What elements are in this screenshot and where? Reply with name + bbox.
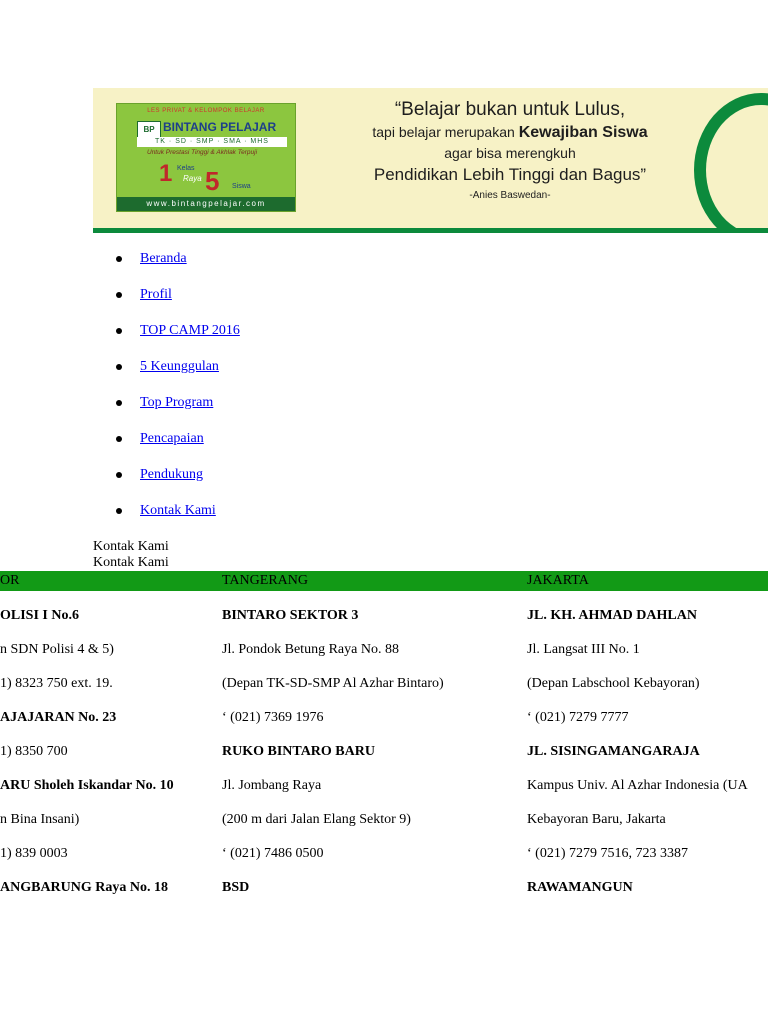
table-cell: n Bina Insani): [0, 812, 80, 827]
logo-top-text: LES PRIVAT & KELOMPOK BELAJAR: [147, 108, 265, 114]
quote-author: -Anies Baswedan-: [469, 190, 551, 201]
logo-raya: Raya: [183, 174, 202, 183]
header-cell-tangerang: TANGERANG: [222, 573, 308, 588]
table-cell: Kebayoran Baru, Jakarta: [527, 812, 666, 827]
quote-line-4: Pendidikan Lebih Tinggi dan Bagus”: [373, 165, 647, 184]
logo-url: www.bintangpelajar.com: [117, 197, 295, 211]
nav-link-kontak-kami[interactable]: Kontak Kami: [140, 503, 216, 518]
logo-five: 5: [205, 166, 220, 196]
nav-link-top-camp[interactable]: TOP CAMP 2016: [140, 323, 240, 338]
table-cell: Kampus Univ. Al Azhar Indonesia (UA: [527, 778, 748, 793]
page-title: Kontak Kami: [93, 539, 169, 554]
table-cell: RAWAMANGUN: [527, 880, 633, 895]
nav-link-pendukung[interactable]: Pendukung: [140, 467, 203, 482]
bintang-pelajar-logo: [116, 103, 296, 212]
table-cell: 1) 839 0003: [0, 846, 68, 861]
nav-link-top-program[interactable]: Top Program: [140, 395, 214, 410]
logo-one: 1: [159, 160, 173, 187]
page-subtitle: Kontak Kami: [93, 555, 169, 570]
table-cell: (200 m dari Jalan Elang Sektor 9): [222, 812, 411, 827]
logo-name: BINTANG PELAJAR: [163, 120, 277, 134]
table-cell: BINTARO SEKTOR 3: [222, 608, 359, 623]
bullet-icon: [116, 328, 122, 334]
logo-levels: TK · SD · SMP · SMA · MHS: [137, 137, 287, 147]
nav-link-profil[interactable]: Profil: [140, 287, 172, 302]
table-cell: ‘ (021) 7369 1976: [222, 710, 324, 725]
quote-line-2-bold: Kewajiban Siswa: [518, 124, 648, 141]
quote-line-3: agar bisa merengkuh: [444, 145, 576, 161]
banner-quote: [325, 98, 695, 205]
table-cell: ‘ (021) 7279 7516, 723 3387: [527, 846, 688, 861]
table-cell: OLISI I No.6: [0, 608, 79, 623]
quote-line-1: “Belajar bukan untuk Lulus,: [394, 99, 626, 120]
table-cell: ‘ (021) 7279 7777: [527, 710, 629, 725]
table-cell: Jl. Langsat III No. 1: [527, 642, 640, 657]
bullet-icon: [116, 256, 122, 262]
nav-link-keunggulan[interactable]: 5 Keunggulan: [140, 359, 219, 374]
bullet-icon: [116, 472, 122, 478]
quote-line-2-text: tapi belajar merupakan: [372, 124, 519, 140]
table-cell: n SDN Polisi 4 & 5): [0, 642, 114, 657]
bullet-icon: [116, 364, 122, 370]
quote-line-2: [325, 122, 695, 143]
table-cell: ANGBARUNG Raya No. 18: [0, 880, 168, 895]
logo-mark-icon: BP: [137, 121, 161, 139]
header-banner: [93, 88, 768, 233]
table-cell: 1) 8350 700: [0, 744, 68, 759]
banner-bottom-line: [93, 228, 768, 233]
header-cell-bogor: OR: [0, 573, 20, 588]
logo-tagline: Untuk Prestasi Tinggi & Akhlak Terpuji: [147, 149, 258, 156]
table-cell: Jl. Jombang Raya: [222, 778, 322, 793]
table-header-row: [0, 571, 768, 591]
bullet-icon: [116, 400, 122, 406]
table-cell: JL. SISINGAMANGARAJA: [527, 744, 700, 759]
table-cell: 1) 8323 750 ext. 19.: [0, 676, 113, 691]
table-cell: (Depan Labschool Kebayoran): [527, 676, 700, 691]
table-cell: Jl. Pondok Betung Raya No. 88: [222, 642, 399, 657]
logo-siswa: Siswa: [232, 183, 251, 190]
logo-kelas: Kelas: [177, 165, 195, 172]
bullet-icon: [116, 292, 122, 298]
bullet-icon: [116, 508, 122, 514]
header-cell-jakarta: JAKARTA: [527, 573, 589, 588]
table-cell: ‘ (021) 7486 0500: [222, 846, 324, 861]
bullet-icon: [116, 436, 122, 442]
table-cell: ARU Sholeh Iskandar No. 10: [0, 778, 174, 793]
table-cell: AJAJARAN No. 23: [0, 710, 117, 725]
table-cell: BSD: [222, 880, 250, 895]
nav-link-beranda[interactable]: Beranda: [140, 251, 187, 266]
banner-swoosh-decoration: [694, 93, 768, 233]
table-cell: RUKO BINTARO BARU: [222, 744, 375, 759]
table-cell: (Depan TK-SD-SMP Al Azhar Bintaro): [222, 676, 444, 691]
nav-link-pencapaian[interactable]: Pencapaian: [140, 431, 204, 446]
table-cell: JL. KH. AHMAD DAHLAN: [527, 608, 697, 623]
